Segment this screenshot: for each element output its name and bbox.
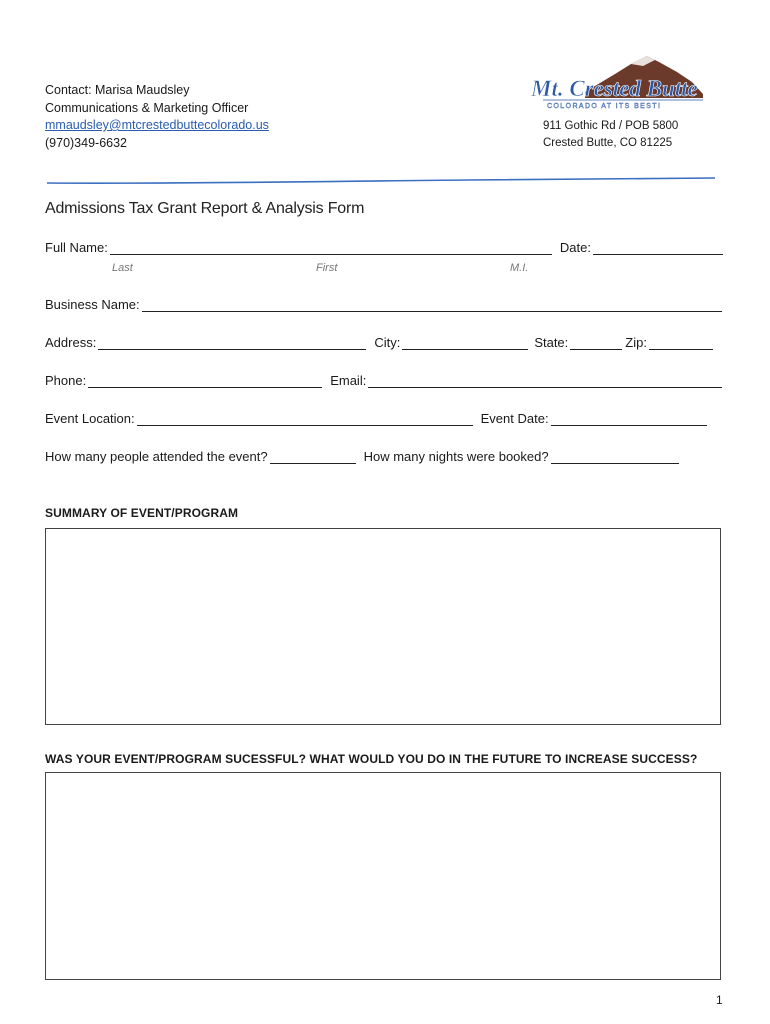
date-label: Date:: [559, 240, 591, 255]
success-heading: WAS YOUR EVENT/PROGRAM SUCESSFUL? WHAT WOULD YOU DO IN THE FUTURE TO INCREASE SUCCESS?: [45, 752, 698, 766]
city-field[interactable]: [402, 336, 528, 350]
contact-block: [45, 82, 269, 152]
summary-heading: SUMMARY OF EVENT/PROGRAM: [45, 506, 239, 520]
event-location-label: Event Location:: [45, 411, 135, 426]
email-field[interactable]: [368, 374, 722, 388]
event-date-label: Event Date:: [480, 411, 549, 426]
nights-label: How many nights were booked?: [363, 449, 549, 464]
contact-phone: (970)349-6632: [45, 135, 128, 150]
event-row: [45, 411, 707, 426]
business-name-label: Business Name:: [45, 297, 140, 312]
page-number: 1: [716, 993, 723, 1007]
email-label: Email:: [330, 373, 367, 388]
nights-field[interactable]: [551, 450, 679, 464]
attended-label: How many people attended the event?: [45, 449, 268, 464]
full-name-row: [45, 240, 723, 255]
city-label: City:: [374, 335, 401, 350]
contact-name: Contact: Marisa Maudsley: [45, 83, 190, 97]
office-address: [543, 118, 678, 152]
logo-text: Mt. Crested Butte: [531, 76, 698, 101]
attendance-row: [45, 449, 679, 464]
state-label: State:: [534, 335, 569, 350]
address-row: [45, 335, 713, 350]
name-part-first: First: [316, 262, 338, 274]
mountain-logo-icon: [527, 54, 705, 114]
contact-role: Communications & Marketing Officer: [45, 100, 249, 115]
full-name-label: Full Name:: [45, 240, 108, 255]
address-line-2: Crested Butte, CO 81225: [543, 137, 673, 149]
phone-field[interactable]: [88, 374, 322, 388]
event-date-field[interactable]: [551, 412, 707, 426]
address-line-1: 911 Gothic Rd / POB 5800: [543, 120, 679, 132]
address-field[interactable]: [98, 336, 366, 350]
full-name-field[interactable]: [110, 241, 552, 255]
business-name-field[interactable]: [142, 298, 722, 312]
address-label: Address:: [45, 335, 97, 350]
name-part-mi: M.I.: [510, 262, 529, 274]
summary-textbox[interactable]: [45, 528, 721, 725]
business-name-row: [45, 297, 722, 312]
date-field[interactable]: [593, 241, 723, 255]
form-title: Admissions Tax Grant Report & Analysis Form: [45, 200, 365, 217]
header-divider: [47, 175, 715, 187]
state-field[interactable]: [570, 336, 622, 350]
mt-crested-butte-logo: [527, 54, 705, 114]
attended-field[interactable]: [270, 450, 356, 464]
logo-tagline: COLORADO AT ITS BEST!: [547, 103, 662, 110]
zip-label: Zip:: [625, 335, 647, 350]
zip-field[interactable]: [649, 336, 713, 350]
success-textbox[interactable]: [45, 772, 721, 980]
event-location-field[interactable]: [137, 412, 473, 426]
phone-label: Phone:: [45, 373, 87, 388]
name-part-last: Last: [112, 262, 133, 274]
contact-email-link[interactable]: mmaudsley@mtcrestedbuttecolorado.us: [45, 118, 269, 132]
phone-email-row: [45, 373, 722, 388]
